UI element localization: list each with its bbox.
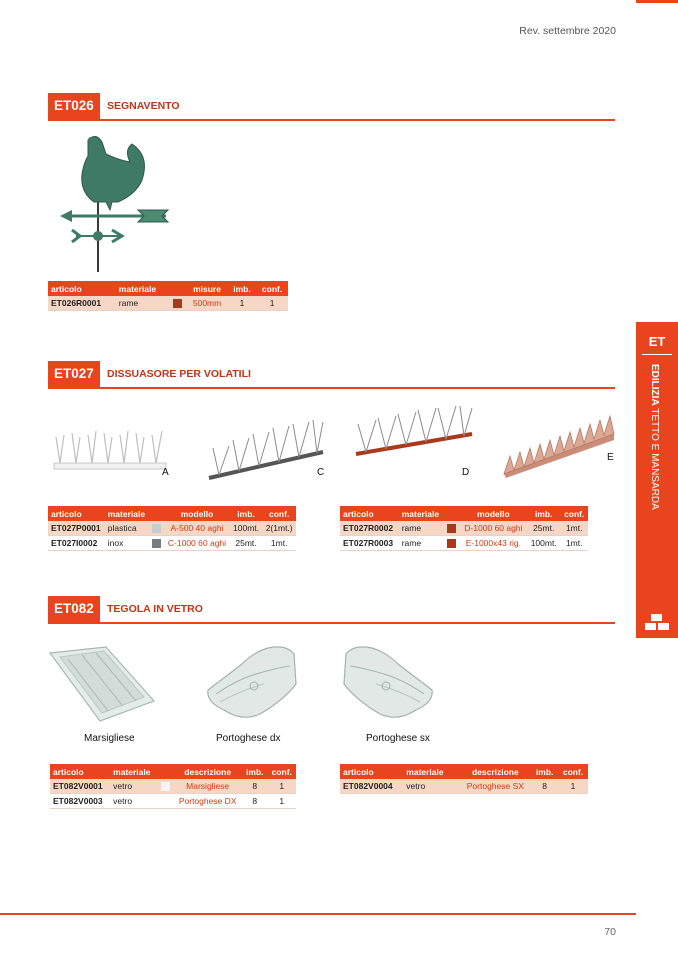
col-descrizione: descrizione [459,764,531,779]
conf: 2(1mt.) [262,521,296,536]
et027-table-right [340,506,588,551]
measure: 500mm [186,296,228,311]
col-articolo: articolo [48,506,105,521]
col-swatch [444,506,460,521]
table-row[interactable] [340,779,588,794]
col-materiale: materiale [116,281,168,296]
color-swatch [161,782,170,791]
color-swatch [152,524,161,533]
table-row[interactable] [48,296,288,311]
col-imb: imb. [230,506,263,521]
color-swatch [447,524,456,533]
section-title: DISSUASORE PER VOLATILI [107,368,251,380]
table-row[interactable] [50,794,296,809]
col-descrizione: descrizione [173,764,242,779]
color-swatch [447,539,456,548]
imb: 25mt. [527,521,561,536]
col-imb: imb. [527,506,561,521]
table-row[interactable] [340,521,588,536]
col-materiale: materiale [110,764,157,779]
imb: 8 [531,779,558,794]
description: Marsigliese [173,779,242,794]
page-number: 70 [604,926,616,938]
section-header-et082 [48,596,615,624]
material: vetro [110,794,157,809]
col-conf: conf. [560,506,588,521]
et082-table-right [340,764,588,794]
imb: 8 [242,779,267,794]
col-materiale: materiale [105,506,149,521]
category-label [649,364,660,510]
category-rest: TETTO E MANSARDA [649,405,660,510]
section-header-et027 [48,361,615,389]
top-accent-tab [636,0,678,3]
article-code: ET027R0002 [340,521,399,536]
col-articolo: articolo [50,764,110,779]
et082-table-left [50,764,296,809]
conf: 1mt. [560,536,588,551]
conf: 1 [267,779,296,794]
product-label-e: E [607,452,614,463]
col-articolo: articolo [340,764,403,779]
model: A-500 40 aghi [164,521,229,536]
bird-spike-inox-image [205,418,325,484]
material: rame [399,536,444,551]
col-conf: conf. [262,506,296,521]
imb: 8 [242,794,267,809]
glass-tile-marsigliese-image [46,645,158,723]
col-imb: imb. [531,764,558,779]
material: rame [399,521,444,536]
product-label-portoghese-sx: Portoghese sx [366,733,430,744]
bird-spike-copper-image [352,404,474,458]
section-code: ET026 [48,93,100,119]
col-conf: conf. [267,764,296,779]
description: Portoghese DX [173,794,242,809]
glass-tile-portoghese-dx-image [202,644,302,720]
category-code: ET [648,334,666,349]
material: vetro [403,779,452,794]
section-header-et026 [48,93,615,121]
description: Portoghese SX [459,779,531,794]
col-conf: conf. [256,281,288,296]
table-row[interactable] [48,536,296,551]
col-swatch [157,764,173,779]
imb: 100mt. [527,536,561,551]
conf: 1 [267,794,296,809]
product-label-portoghese-dx: Portoghese dx [216,733,281,744]
model: E-1000x43 rig. [460,536,527,551]
footer-divider [0,913,636,915]
brick-wall-icon [645,614,669,630]
et026-table [48,281,288,311]
article-code: ET027I0002 [48,536,105,551]
category-side-tab[interactable] [636,322,678,638]
conf: 1 [558,779,588,794]
col-swatch [453,764,460,779]
section-title: TEGOLA IN VETRO [107,603,203,615]
product-label-marsigliese: Marsigliese [84,733,135,744]
product-label-d: D [462,467,470,478]
col-materiale: materiale [399,506,444,521]
conf: 1mt. [262,536,296,551]
article-code: ET082V0003 [50,794,110,809]
col-articolo: articolo [48,281,116,296]
category-bold: EDILIZIA [649,364,660,406]
col-imb: imb. [242,764,267,779]
weathervane-image [58,132,173,272]
section-title: SEGNAVENTO [107,100,180,112]
bird-comb-copper-image [502,404,616,478]
col-conf: conf. [558,764,588,779]
col-swatch [168,281,186,296]
revision-date: Rev. settembre 2020 [519,25,616,37]
material: rame [116,296,168,311]
imb: 100mt. [230,521,263,536]
col-swatch [149,506,164,521]
model: D-1000 60 aghi [460,521,527,536]
conf: 1mt. [560,521,588,536]
col-articolo: articolo [340,506,399,521]
section-code: ET027 [48,361,100,387]
table-row[interactable] [50,779,296,794]
product-label-c: C [317,467,325,478]
article-code: ET026R0001 [48,296,116,311]
color-swatch [152,539,161,548]
color-swatch [173,299,182,308]
et027-table-left [48,506,296,551]
material: plastica [105,521,149,536]
product-label-a: A [162,467,169,478]
table-row[interactable] [340,536,588,551]
section-code: ET082 [48,596,100,622]
article-code: ET082V0004 [340,779,403,794]
model: C-1000 60 aghi [164,536,229,551]
col-modello: modello [164,506,229,521]
article-code: ET082V0001 [50,779,110,794]
col-imb: imb. [228,281,256,296]
imb: 25mt. [230,536,263,551]
bird-spike-plastic-image [52,425,172,475]
imb: 1 [228,296,256,311]
article-code: ET027R0003 [340,536,399,551]
glass-tile-portoghese-sx-image [338,644,438,720]
col-materiale: materiale [403,764,452,779]
material: inox [105,536,149,551]
col-modello: modello [460,506,527,521]
col-misure: misure [186,281,228,296]
table-row[interactable] [48,521,296,536]
article-code: ET027P0001 [48,521,105,536]
material: vetro [110,779,157,794]
side-tab-divider [642,354,672,355]
conf: 1 [256,296,288,311]
